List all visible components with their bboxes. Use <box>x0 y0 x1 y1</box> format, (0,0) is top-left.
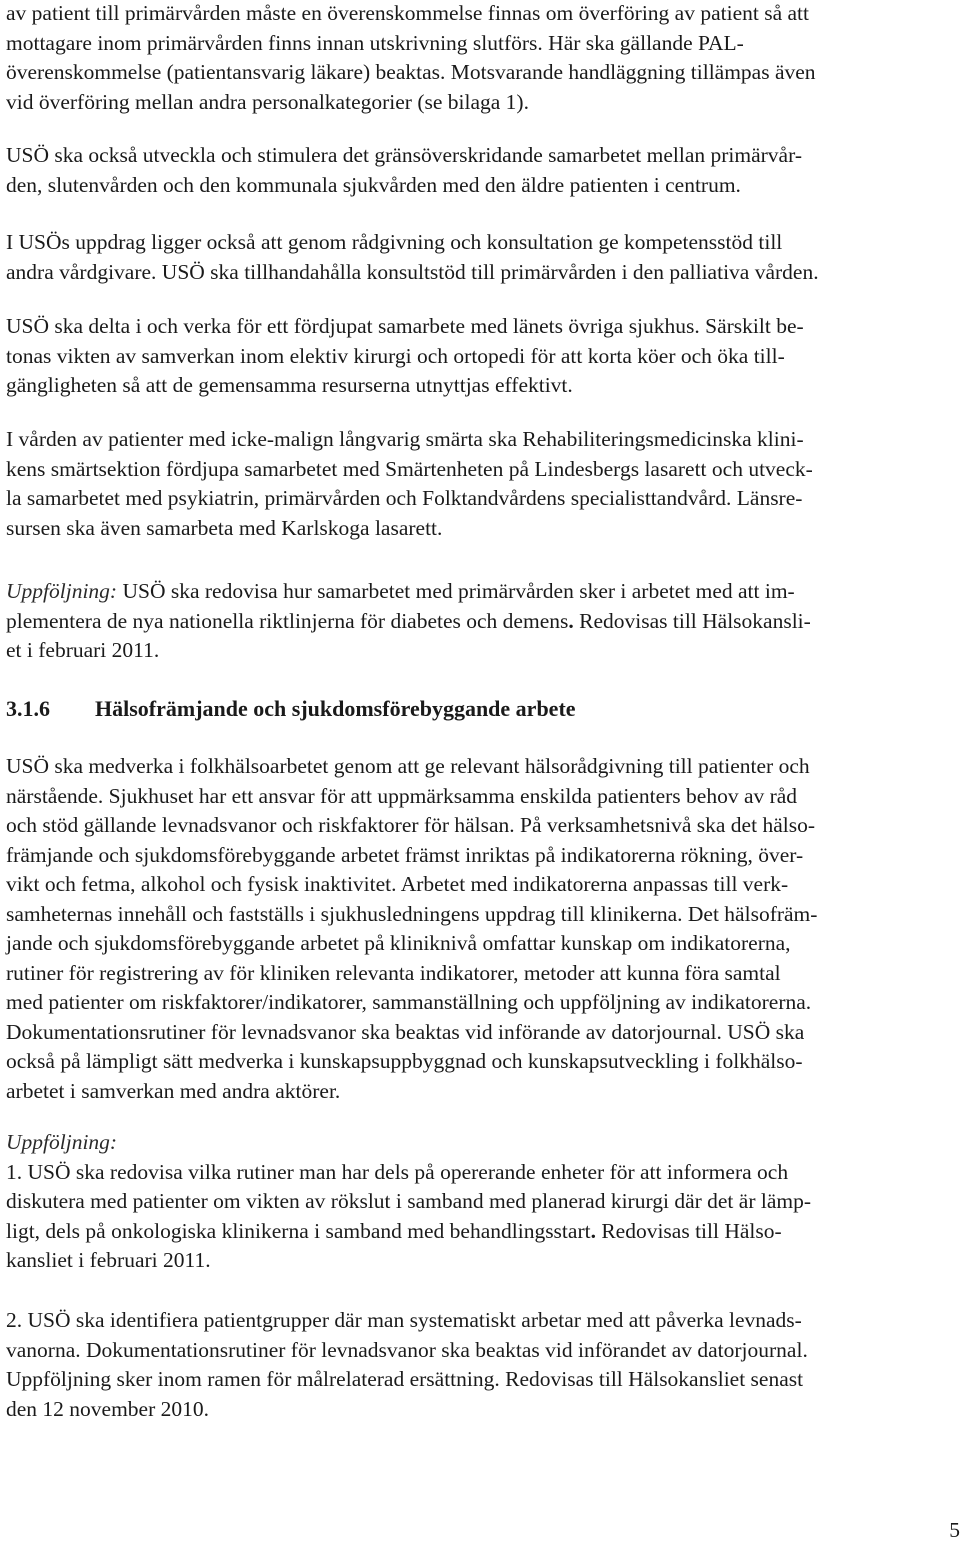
text-line <box>6 577 811 607</box>
bold-period: . <box>568 608 574 633</box>
text-line: andra vårdgivare. USÖ ska tillhandahålla konsultstöd till primärvården i den palliativa vården. <box>6 259 819 284</box>
text-line: den, slutenvården och den kommunala sjukvården med den äldre patienten i centrum. <box>6 172 741 197</box>
text-line: samheternas innehåll och fastställs i sjukhusledningens uppdrag till klinikerna. Det hälsofräm- <box>6 901 818 926</box>
text-line: vid överföring mellan andra personalkategorier (se bilaga 1). <box>6 89 529 114</box>
text-segment: USÖ ska redovisa hur samarbetet med primärvården sker i arbetet med att im- <box>117 579 795 603</box>
text-line: I vården av patienter med icke-malign långvarig smärta ska Rehabiliteringsmedicinska klini- <box>6 427 804 451</box>
text-line: arbetet i samverkan med andra aktörer. <box>6 1078 341 1103</box>
bold-period: . <box>590 1218 596 1243</box>
paragraph-pain-care <box>6 425 813 543</box>
text-segment: plementera de nya nationella riktlinjerna för diabetes och demens <box>6 608 569 633</box>
list-item-2-line: 2. USÖ ska identifiera patientgrupper där man systematiskt arbetar med att påverka levnads- <box>6 1308 802 1332</box>
text-line: Dokumentationsrutiner för levnadsvanor ska beaktas vid införande av datorjournal. USÖ ska <box>6 1019 805 1044</box>
text-line: USÖ ska delta i och verka för ett fördjupat samarbete med länets övriga sjukhus. Särskilt be- <box>6 314 804 338</box>
paragraph-health-promotion <box>6 752 817 1106</box>
list-item-2-line: Uppföljning sker inom ramen för målrelaterad ersättning. Redovisas till Hälsokansliet senast <box>6 1367 804 1391</box>
text-line: sursen ska även samarbeta med Karlskoga lasarett. <box>6 515 443 540</box>
text-line <box>6 607 811 637</box>
text-line: närstående. Sjukhuset har ett ansvar för att uppmärksamma enskilda patienters behov av råd <box>6 783 798 808</box>
text-line: I USÖs uppdrag ligger också att genom rådgivning och konsultation ge kompetensstöd till <box>6 230 783 254</box>
section-heading <box>6 694 576 724</box>
text-line: vikt och fetma, alkohol och fysisk inaktivitet. Arbetet med indikatorerna anpassas till verk- <box>6 872 789 896</box>
followup-list <box>6 1128 811 1276</box>
followup-item-2 <box>6 1306 808 1424</box>
text-segment: ligt, dels på onkologiska klinikerna i samband med behandlingsstart <box>6 1218 591 1243</box>
text-segment: Redovisas till Hälso- <box>595 1218 782 1243</box>
page-number: 5 <box>949 1518 960 1542</box>
text-line: et i februari 2011. <box>6 638 160 662</box>
text-line: la samarbetet med psykiatrin, primärvården och Folktandvårdens specialisttandvård. Länsre- <box>6 486 803 510</box>
list-item-2-line: den 12 november 2010. <box>6 1396 210 1421</box>
text-line: USÖ ska medverka i folkhälsoarbetet genom att ge relevant hälsorådgivning till patienter och <box>6 754 810 778</box>
paragraph-cross-border <box>6 141 802 200</box>
list-item-1-line <box>6 1217 811 1247</box>
list-item-2-line: vanorna. Dokumentationsrutiner för levnadsvanor ska beaktas vid införandet av datorjournal. <box>6 1337 808 1362</box>
paragraph-followup-primary-care <box>6 577 811 666</box>
text-line: överenskommelse (patientansvarig läkare) beaktas. Motsvarande handläggning tillämpas även <box>6 60 816 84</box>
text-line: rutiner för registrering av för kliniken relevanta indikatorer, metoder att kunna föra samtal <box>6 960 781 985</box>
list-item-1-line: kansliet i februari 2011. <box>6 1248 211 1272</box>
section-title: Hälsofrämjande och sjukdomsförebyggande arbete <box>95 696 576 721</box>
text-line: mottagare inom primärvården finns innan utskrivning slutförs. Här ska gällande PAL- <box>6 30 744 55</box>
text-segment: Redovisas till Hälsokansli- <box>573 608 811 633</box>
text-line: också på lämpligt sätt medverka i kunskapsuppbyggnad och kunskapsutveckling i folkhälso- <box>6 1049 803 1073</box>
paragraph-transfer <box>6 0 816 117</box>
text-line: jande och sjukdomsförebyggande arbetet på kliniknivå omfattar kunskap om indikatorerna, <box>6 931 791 955</box>
text-line: kens smärtsektion fördjupa samarbetet med Smärtenheten på Lindesbergs lasarett och utveck- <box>6 456 813 481</box>
text-line: tonas vikten av samverkan inom elektiv kirurgi och ortopedi för att korta köer och öka till- <box>6 343 785 368</box>
list-item-1-line: diskutera med patienter om vikten av rökslut i samband med planerad kirurgi där det är lämp- <box>6 1189 812 1213</box>
text-line: gängligheten så att de gemensamma resurserna utnyttjas effektivt. <box>6 373 573 397</box>
paragraph-regional-cooperation <box>6 312 804 401</box>
list-item-1-line: 1. USÖ ska redovisa vilka rutiner man har dels på opererande enheter för att informera och <box>6 1159 789 1184</box>
paragraph-consultation <box>6 228 819 287</box>
section-number: 3.1.6 <box>6 696 50 721</box>
followup-label: Uppföljning: <box>6 579 118 603</box>
text-line: med patienter om riskfaktorer/indikatorer, sammanställning och uppföljning av indikatorerna. <box>6 990 812 1014</box>
text-line: främjande och sjukdomsförebyggande arbetet främst inriktas på indikatorerna rökning, över- <box>6 842 804 867</box>
text-line: av patient till primärvården måste en överenskommelse finnas om överföring av patient så att <box>6 1 810 25</box>
text-line: och stöd gällande levnadsvanor och riskfaktorer för hälsan. På verksamhetsnivå ska det hälso- <box>6 813 815 837</box>
followup-label: Uppföljning: <box>6 1130 118 1154</box>
text-line: USÖ ska också utveckla och stimulera det gränsöverskridande samarbetet mellan primärvår- <box>6 143 802 167</box>
